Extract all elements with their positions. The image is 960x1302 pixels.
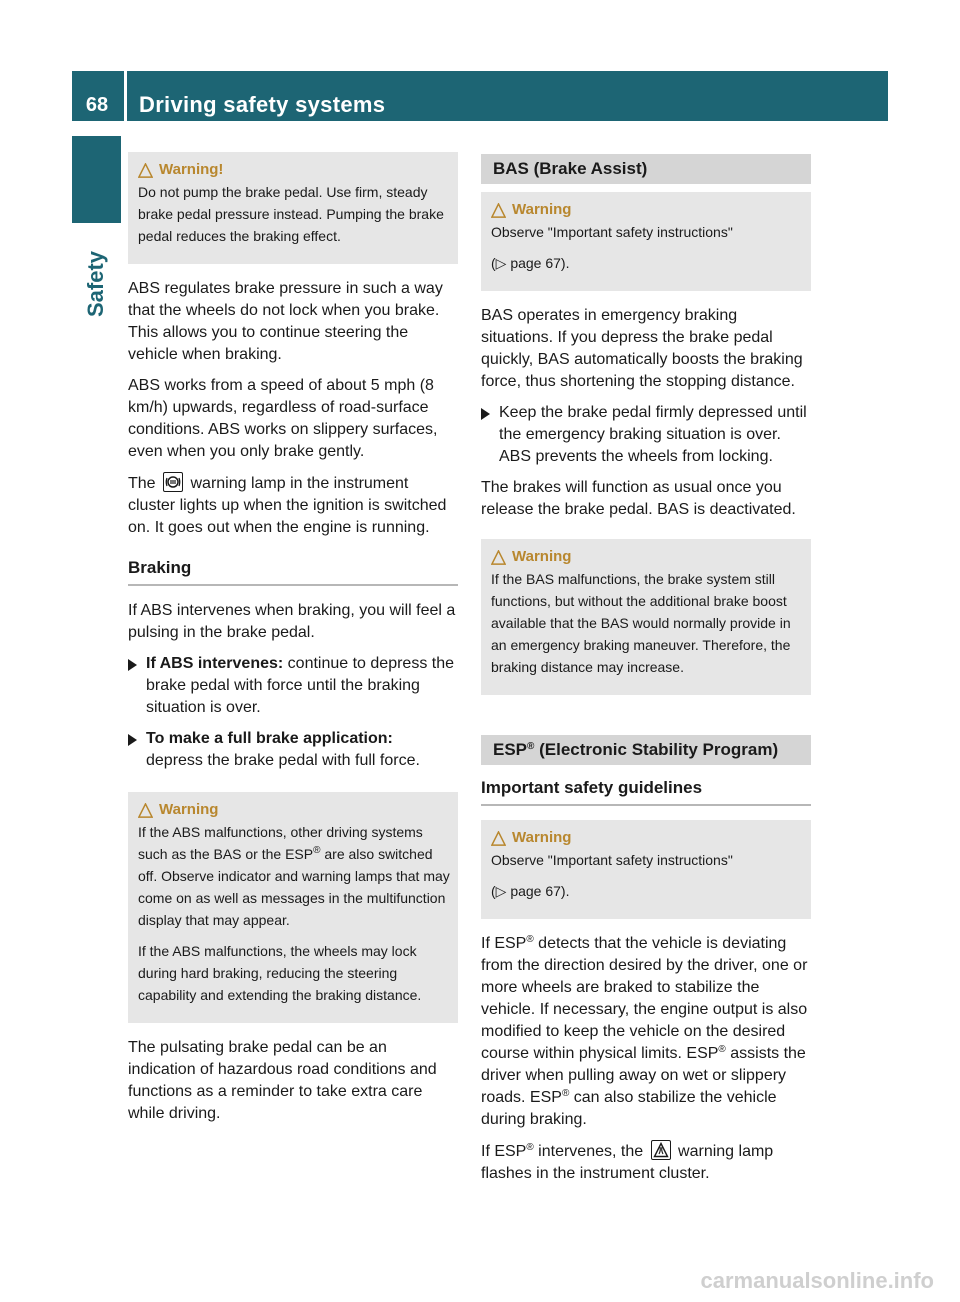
page-reference: (▷ page 67).: [491, 255, 570, 271]
warning-triangle-icon: [138, 803, 153, 818]
bullet-arrow-icon: [128, 734, 137, 746]
warning-text: Observe "Important safety instructions": [491, 852, 733, 868]
paragraph: The brakes will function as usual once you release the brake pedal. BAS is deactivated.: [481, 479, 796, 518]
warning-box: [128, 792, 458, 1023]
warning-box: [128, 152, 458, 264]
paragraph: ABS works from a speed of about 5 mph (8 km/h) upwards, regardless of road-surface conditions. ABS works on slippery surfaces, even when you only brake gently.: [128, 377, 438, 460]
paragraph: If ESP® detects that the vehicle is deviating from the direction desired by the driver, one or more wheels are braked to stabilize the vehicle. If necessary, the engine output is also modified to keep the vehicle on the desired course within physical limits. ESP® assists the driver when pulling away on wet or slippery roads. ESP® can also stabilize the vehicle during braking.: [481, 934, 808, 1128]
section-heading-safety: Important safety guidelines: [481, 777, 811, 806]
section-tab-block: [72, 136, 121, 223]
paragraph: If ABS intervenes when braking, you will feel a pulsing in the brake pedal.: [128, 602, 456, 641]
warning-text: Observe "Important safety instructions": [491, 224, 733, 240]
warning-triangle-icon: [491, 203, 506, 218]
section-tab-label: Safety: [83, 250, 108, 318]
warning-title: Warning: [491, 827, 804, 849]
warning-title: Warning: [491, 546, 804, 568]
warning-triangle-icon: [138, 163, 153, 178]
section-heading-bas: BAS (Brake Assist): [481, 154, 811, 184]
paragraph: The pulsating brake pedal can be an indication of hazardous road conditions and functions as a reminder to take extra care while driving.: [128, 1039, 437, 1122]
list-item: If ABS intervenes: continue to depress the brake pedal with force until the braking situation is over.: [128, 653, 458, 719]
abs-warning-lamp-icon: [163, 472, 183, 492]
warning-text: If the ABS malfunctions, other driving systems such as the BAS or the ESP® are also switched off. Observe indicator and warning lamps that may come on as well as messages in the multifunction display that may appear.: [138, 824, 450, 928]
watermark: carmanualsonline.info: [700, 1268, 934, 1293]
bullet-arrow-icon: [128, 659, 137, 671]
warning-title: Warning!: [138, 159, 451, 181]
warning-text: If the BAS malfunctions, the brake system still functions, but without the additional brake boost available that the BAS would normally provide in an emergency braking maneuver. Therefore, the braking distance may increase.: [491, 571, 791, 675]
page-title: Driving safety systems: [139, 92, 386, 117]
section-heading-esp: ESP® (Electronic Stability Program): [481, 735, 811, 765]
section-heading-braking: Braking: [128, 557, 458, 586]
esp-warning-lamp-icon: [651, 1140, 671, 1160]
warning-text: If the ABS malfunctions, the wheels may lock during hard braking, reducing the steering capability and extending the braking distance.: [138, 943, 422, 1003]
warning-title: Warning: [138, 799, 451, 821]
warning-box: [481, 192, 811, 291]
warning-triangle-icon: [491, 550, 506, 565]
list-item: Keep the brake pedal firmly depressed until the emergency braking situation is over. ABS prevents the wheels from locking.: [481, 402, 811, 468]
page-number: 68: [85, 94, 109, 116]
warning-box: [481, 820, 811, 919]
paragraph: The warning lamp in the instrument cluster lights up when the ignition is switched on. It goes out when the engine is running.: [128, 472, 458, 539]
paragraph: BAS operates in emergency braking situations. If you depress the brake pedal quickly, BAS automatically boosts the braking force, thus shortening the stopping distance.: [481, 307, 803, 390]
bullet-arrow-icon: [481, 408, 490, 420]
paragraph: ABS regulates brake pressure in such a way that the wheels do not lock when you brake. This allows you to continue steering the vehicle when braking.: [128, 280, 443, 363]
paragraph: If ESP® intervenes, the warning lamp flashes in the instrument cluster.: [481, 1142, 774, 1182]
warning-triangle-icon: [491, 831, 506, 846]
warning-box: [481, 539, 811, 695]
list-item: To make a full brake application: depress the brake pedal with full force.: [128, 728, 458, 772]
header-divider: [124, 71, 127, 121]
warning-text: Do not pump the brake pedal. Use firm, steady brake pedal pressure instead. Pumping the brake pedal reduces the braking effect.: [138, 184, 444, 244]
page-reference: (▷ page 67).: [491, 883, 570, 899]
warning-title: Warning: [491, 199, 804, 221]
right-column: [481, 154, 811, 1194]
left-column: [128, 152, 458, 1134]
